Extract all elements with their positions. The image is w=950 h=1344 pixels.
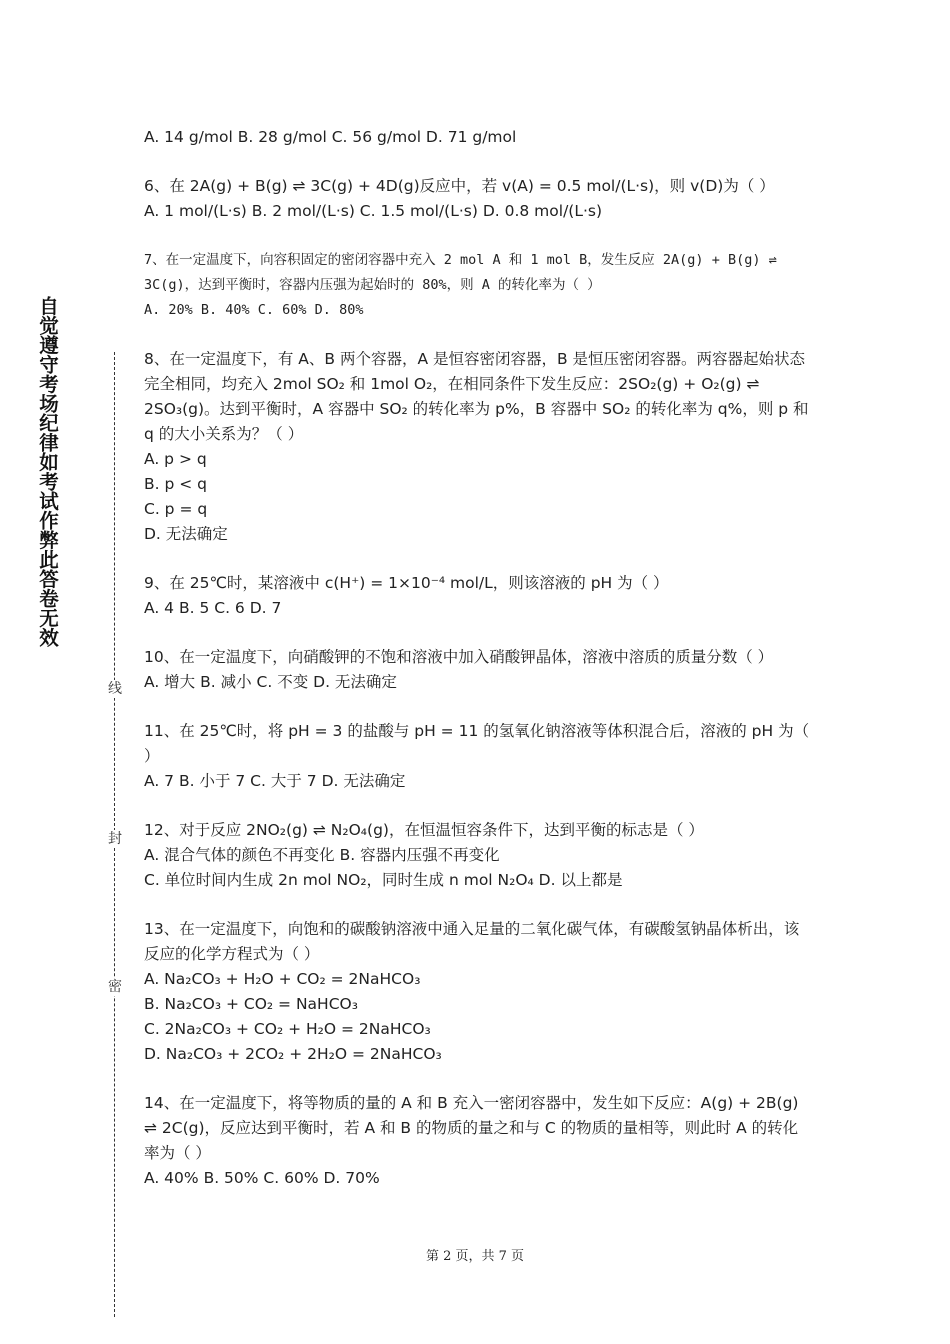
question-8 [144,347,810,547]
option-c: C. 2Na₂CO₃ + CO₂ + H₂O = 2NaHCO₃ [144,1020,431,1038]
option-d: D. Na₂CO₃ + 2CO₂ + 2H₂O = 2NaHCO₃ [144,1045,442,1063]
question-options: A. 20% B. 40% C. 60% D. 80% [144,302,364,318]
question-13 [144,917,810,1067]
question-options: A. 40% B. 50% C. 60% D. 70% [144,1169,380,1187]
question-line: A. 14 g/mol B. 28 g/mol C. 56 g/mol D. 71 g/mol [144,128,517,146]
question-stem: 14、在一定温度下，将等物质的量的 A 和 B 充入一密闭容器中，发生如下反应：A(g) + 2B(g) ⇌ 2C(g)，反应达到平衡时，若 A 和 B 的物质的量之和与 C 的物质的量相等，则此时 A 的转化率为（ ） [144,1094,799,1162]
question-options: A. 4 B. 5 C. 6 D. 7 [144,599,282,617]
question-10 [144,645,810,695]
question-options: A. 混合气体的颜色不再变化 B. 容器内压强不再变化 [144,846,500,864]
question-stem: 9、在 25℃时，某溶液中 c(H⁺) = 1×10⁻⁴ mol/L，则该溶液的 pH 为（ ） [144,574,669,592]
seal-char-mi: 密 [108,979,122,995]
question-7 [144,248,810,323]
question-options: A. 7 B. 小于 7 C. 大于 7 D. 无法确定 [144,772,406,790]
seal-char-feng: 封 [108,831,122,847]
question-options: C. 单位时间内生成 2n mol NO₂，同时生成 n mol N₂O₄ D. 以上都是 [144,871,623,889]
question-stem: 8、在一定温度下，有 A、B 两个容器，A 是恒容密闭容器，B 是恒压密闭容器。两容器起始状态完全相同，均充入 2mol SO₂ 和 1mol O₂，在相同条件下发生反应：2SO₂(g) + O₂(g) ⇌ 2SO₃(g)。达到平衡时，A 容器中 SO₂ 的转化率为 p%，B 容器中 SO₂ 的转化率为 q%，则 p 和 q 的大小关系为？（ ） [144,350,809,443]
question-6 [144,174,810,224]
option-c: C. p = q [144,500,208,518]
question-options: A. 1 mol/(L·s) B. 2 mol/(L·s) C. 1.5 mol/(L·s) D. 0.8 mol/(L·s) [144,202,603,220]
question-list [144,125,810,1215]
question-options: A. 增大 B. 减小 C. 不变 D. 无法确定 [144,673,397,691]
question-9 [144,571,810,621]
question-stem: 11、在 25℃时，将 pH = 3 的盐酸与 pH = 11 的氢氧化钠溶液等体积混合后，溶液的 pH 为（ ） [144,722,810,765]
question-stem: 13、在一定温度下，向饱和的碳酸钠溶液中通入足量的二氧化碳气体，有碳酸氢钠晶体析出，该反应的化学方程式为（ ） [144,920,800,963]
option-a: A. p > q [144,450,207,468]
option-d: D. 无法确定 [144,525,228,543]
question-stem: 7、在一定温度下，向容积固定的密闭容器中充入 2 mol A 和 1 mol B，发生反应 2A(g) + B(g) ⇌ 3C(g)，达到平衡时，容器内压强为起始时的 80%，则 A 的转化率为（ ） [144,252,777,293]
question-stem: 12、对于反应 2NO₂(g) ⇌ N₂O₄(g)，在恒温恒容条件下，达到平衡的标志是（ ） [144,821,704,839]
margin-warning-text: 自觉遵守考场纪律如考试作弊此答卷无效 [36,296,59,647]
seal-char-xian: 线 [108,681,122,697]
question-12 [144,818,810,893]
question-stem: 10、在一定温度下，向硝酸钾的不饱和溶液中加入硝酸钾晶体，溶液中溶质的质量分数（ ） [144,648,774,666]
question-5-options [144,125,810,150]
question-14 [144,1091,810,1191]
option-b: B. Na₂CO₃ + CO₂ = NaHCO₃ [144,995,358,1013]
page-number: 第 2 页，共 7 页 [425,1249,525,1264]
option-b: B. p < q [144,475,208,493]
question-11 [144,719,810,794]
option-a: A. Na₂CO₃ + H₂O + CO₂ = 2NaHCO₃ [144,970,421,988]
question-stem: 6、在 2A(g) + B(g) ⇌ 3C(g) + 4D(g)反应中，若 v(A) = 0.5 mol/(L·s)，则 v(D)为（ ） [144,177,775,195]
